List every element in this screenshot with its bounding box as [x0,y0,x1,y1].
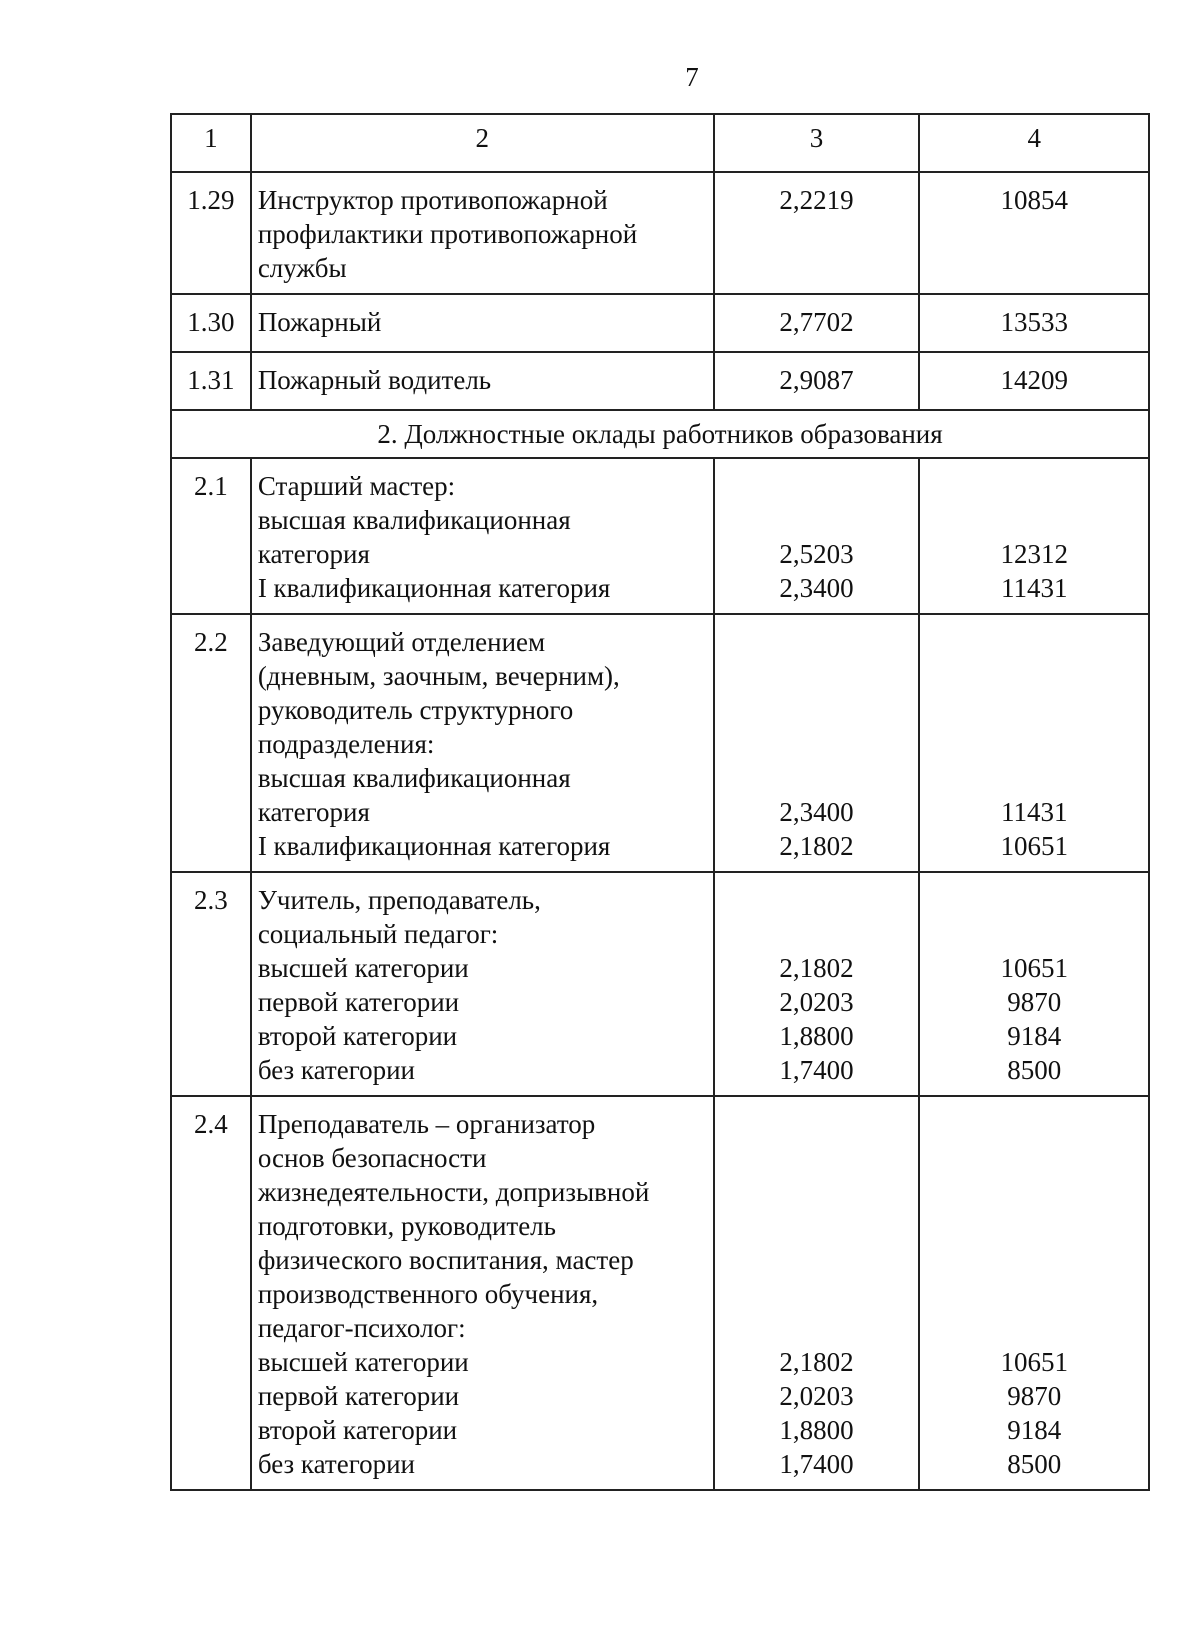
position-title [251,458,714,614]
salary-cell-line [926,883,1142,917]
position-title-line: высшая квалификационная [257,505,571,535]
position-title-line: подготовки, руководитель [257,1211,556,1241]
salary-cell-line: 10854 [1000,185,1068,215]
salary-cell-line [926,1243,1142,1277]
coefficient-cell [714,614,920,872]
position-title-line: первой категории [257,1381,460,1411]
coefficient-cell-line: 2,0203 [779,1381,854,1411]
position-title-line: высшая квалификационная [257,763,571,793]
salary-cell [919,172,1149,294]
coefficient-cell-line [721,503,913,537]
position-title [251,294,714,352]
salary-cell-line: 13533 [1000,307,1068,337]
coefficient-cell-line: 2,0203 [779,987,854,1017]
coefficient-cell [714,352,920,410]
position-title [251,352,714,410]
position-title-line: Заведующий отделением [257,627,546,657]
position-title-line: основ безопасности [257,1143,487,1173]
salary-cell [919,872,1149,1096]
coefficient-cell-line: 2,1802 [779,953,854,983]
table-row [171,614,1149,872]
coefficient-cell [714,294,920,352]
salary-cell-line: 11431 [1000,573,1068,603]
position-title [251,172,714,294]
salary-cell-line: 9184 [1007,1415,1062,1445]
coefficient-cell-line [721,1243,913,1277]
row-number: 2.3 [171,872,251,1096]
salary-cell [919,458,1149,614]
coefficient-cell-line [721,727,913,761]
coefficient-cell-line: 1,7400 [779,1055,854,1085]
salary-cell-line [926,917,1142,951]
salary-cell-line: 8500 [1007,1449,1062,1479]
coefficient-cell-line [721,625,913,659]
table-row [171,1096,1149,1490]
row-number: 2.1 [171,458,251,614]
position-title-line: Инструктор противопожарной [257,185,608,215]
salary-cell-line [926,1175,1142,1209]
salary-cell-line [926,1107,1142,1141]
section-title: 2. Должностные оклады работников образования [171,410,1149,458]
position-title-line: без категории [257,1055,416,1085]
position-title-line: второй категории [257,1415,458,1445]
coefficient-cell-line: 2,1802 [779,831,854,861]
row-number: 1.29 [171,172,251,294]
salary-cell-line [926,469,1142,503]
position-title-line: Пожарный [257,307,382,337]
salary-cell-line: 9184 [1007,1021,1062,1051]
coefficient-cell-line: 2,2219 [779,185,854,215]
position-title-line: физического воспитания, мастер [257,1245,634,1275]
position-title-line: Преподаватель – организатор [257,1109,596,1139]
salary-cell-line [926,693,1142,727]
coefficient-cell-line: 1,8800 [779,1415,854,1445]
coefficient-cell [714,172,920,294]
position-title-line: категория [257,797,370,827]
salary-cell-line [926,727,1142,761]
position-title-line: Пожарный водитель [257,365,492,395]
position-title [251,614,714,872]
coefficient-cell-line: 1,8800 [779,1021,854,1051]
coefficient-cell-line [721,1277,913,1311]
column-header-4: 4 [919,114,1149,172]
salary-cell-line: 14209 [1000,365,1068,395]
column-header-2: 2 [251,114,714,172]
coefficient-cell [714,1096,920,1490]
coefficient-cell-line: 2,3400 [779,797,854,827]
salary-cell-line [926,1209,1142,1243]
column-header-1: 1 [171,114,251,172]
coefficient-cell [714,458,920,614]
position-title-line: Учитель, преподаватель, [257,885,541,915]
table-row [171,352,1149,410]
row-number: 1.31 [171,352,251,410]
salary-cell-line: 11431 [1000,797,1068,827]
position-title-line: жизнедеятельности, допризывной [257,1177,650,1207]
table-row [171,172,1149,294]
salary-cell-line: 10651 [1000,953,1068,983]
position-title-line: высшей категории [257,953,469,983]
coefficient-cell-line [721,1107,913,1141]
table-row [171,872,1149,1096]
position-title-line: службы [257,253,347,283]
row-number: 2.2 [171,614,251,872]
salary-cell-line [926,1277,1142,1311]
position-title-line: без категории [257,1449,416,1479]
coefficient-cell-line: 2,5203 [779,539,854,569]
salary-cell-line [926,659,1142,693]
position-title-line: I квалификационная категория [257,573,611,603]
position-title-line: производственного обучения, [257,1279,599,1309]
salary-cell-line: 8500 [1007,1055,1062,1085]
section-row [171,410,1149,458]
salary-cell [919,614,1149,872]
salary-cell [919,294,1149,352]
coefficient-cell-line: 2,9087 [779,365,854,395]
coefficient-cell-line: 2,3400 [779,573,854,603]
salary-cell-line [926,1311,1142,1345]
position-title-line: социальный педагог: [257,919,499,949]
position-title-line: педагог-психолог: [257,1313,466,1343]
salary-cell-line [926,1141,1142,1175]
salary-cell [919,352,1149,410]
coefficient-cell-line [721,1175,913,1209]
position-title-line: Старший мастер: [257,471,456,501]
position-title-line: профилактики противопожарной [257,219,638,249]
page-number: 7 [685,62,699,92]
table-row [171,458,1149,614]
position-title [251,1096,714,1490]
coefficient-cell-line [721,469,913,503]
salary-cell-line: 9870 [1007,987,1062,1017]
coefficient-cell-line: 2,7702 [779,307,854,337]
coefficient-cell-line [721,1141,913,1175]
salary-cell-line [926,625,1142,659]
salary-cell [919,1096,1149,1490]
position-title-line: второй категории [257,1021,458,1051]
table-row [171,294,1149,352]
coefficient-cell-line [721,1209,913,1243]
position-title-line: высшей категории [257,1347,469,1377]
coefficient-cell-line: 2,1802 [779,1347,854,1377]
salary-cell-line [926,503,1142,537]
salary-cell-line [926,761,1142,795]
position-title-line: I квалификационная категория [257,831,611,861]
row-number: 2.4 [171,1096,251,1490]
salary-table [170,113,1150,1491]
position-title-line: подразделения: [257,729,435,759]
coefficient-cell [714,872,920,1096]
column-header-3: 3 [714,114,920,172]
coefficient-cell-line [721,659,913,693]
coefficient-cell-line [721,761,913,795]
salary-cell-line: 9870 [1007,1381,1062,1411]
coefficient-cell-line [721,917,913,951]
position-title-line: (дневным, заочным, вечерним), [257,661,620,691]
row-number: 1.30 [171,294,251,352]
position-title [251,872,714,1096]
coefficient-cell-line [721,883,913,917]
coefficient-cell-line: 1,7400 [779,1449,854,1479]
salary-cell-line: 12312 [1000,539,1068,569]
coefficient-cell-line [721,693,913,727]
coefficient-cell-line [721,1311,913,1345]
table-header-row [171,114,1149,172]
position-title-line: первой категории [257,987,460,1017]
salary-cell-line: 10651 [1000,1347,1068,1377]
position-title-line: категория [257,539,370,569]
position-title-line: руководитель структурного [257,695,574,725]
salary-cell-line: 10651 [1000,831,1068,861]
